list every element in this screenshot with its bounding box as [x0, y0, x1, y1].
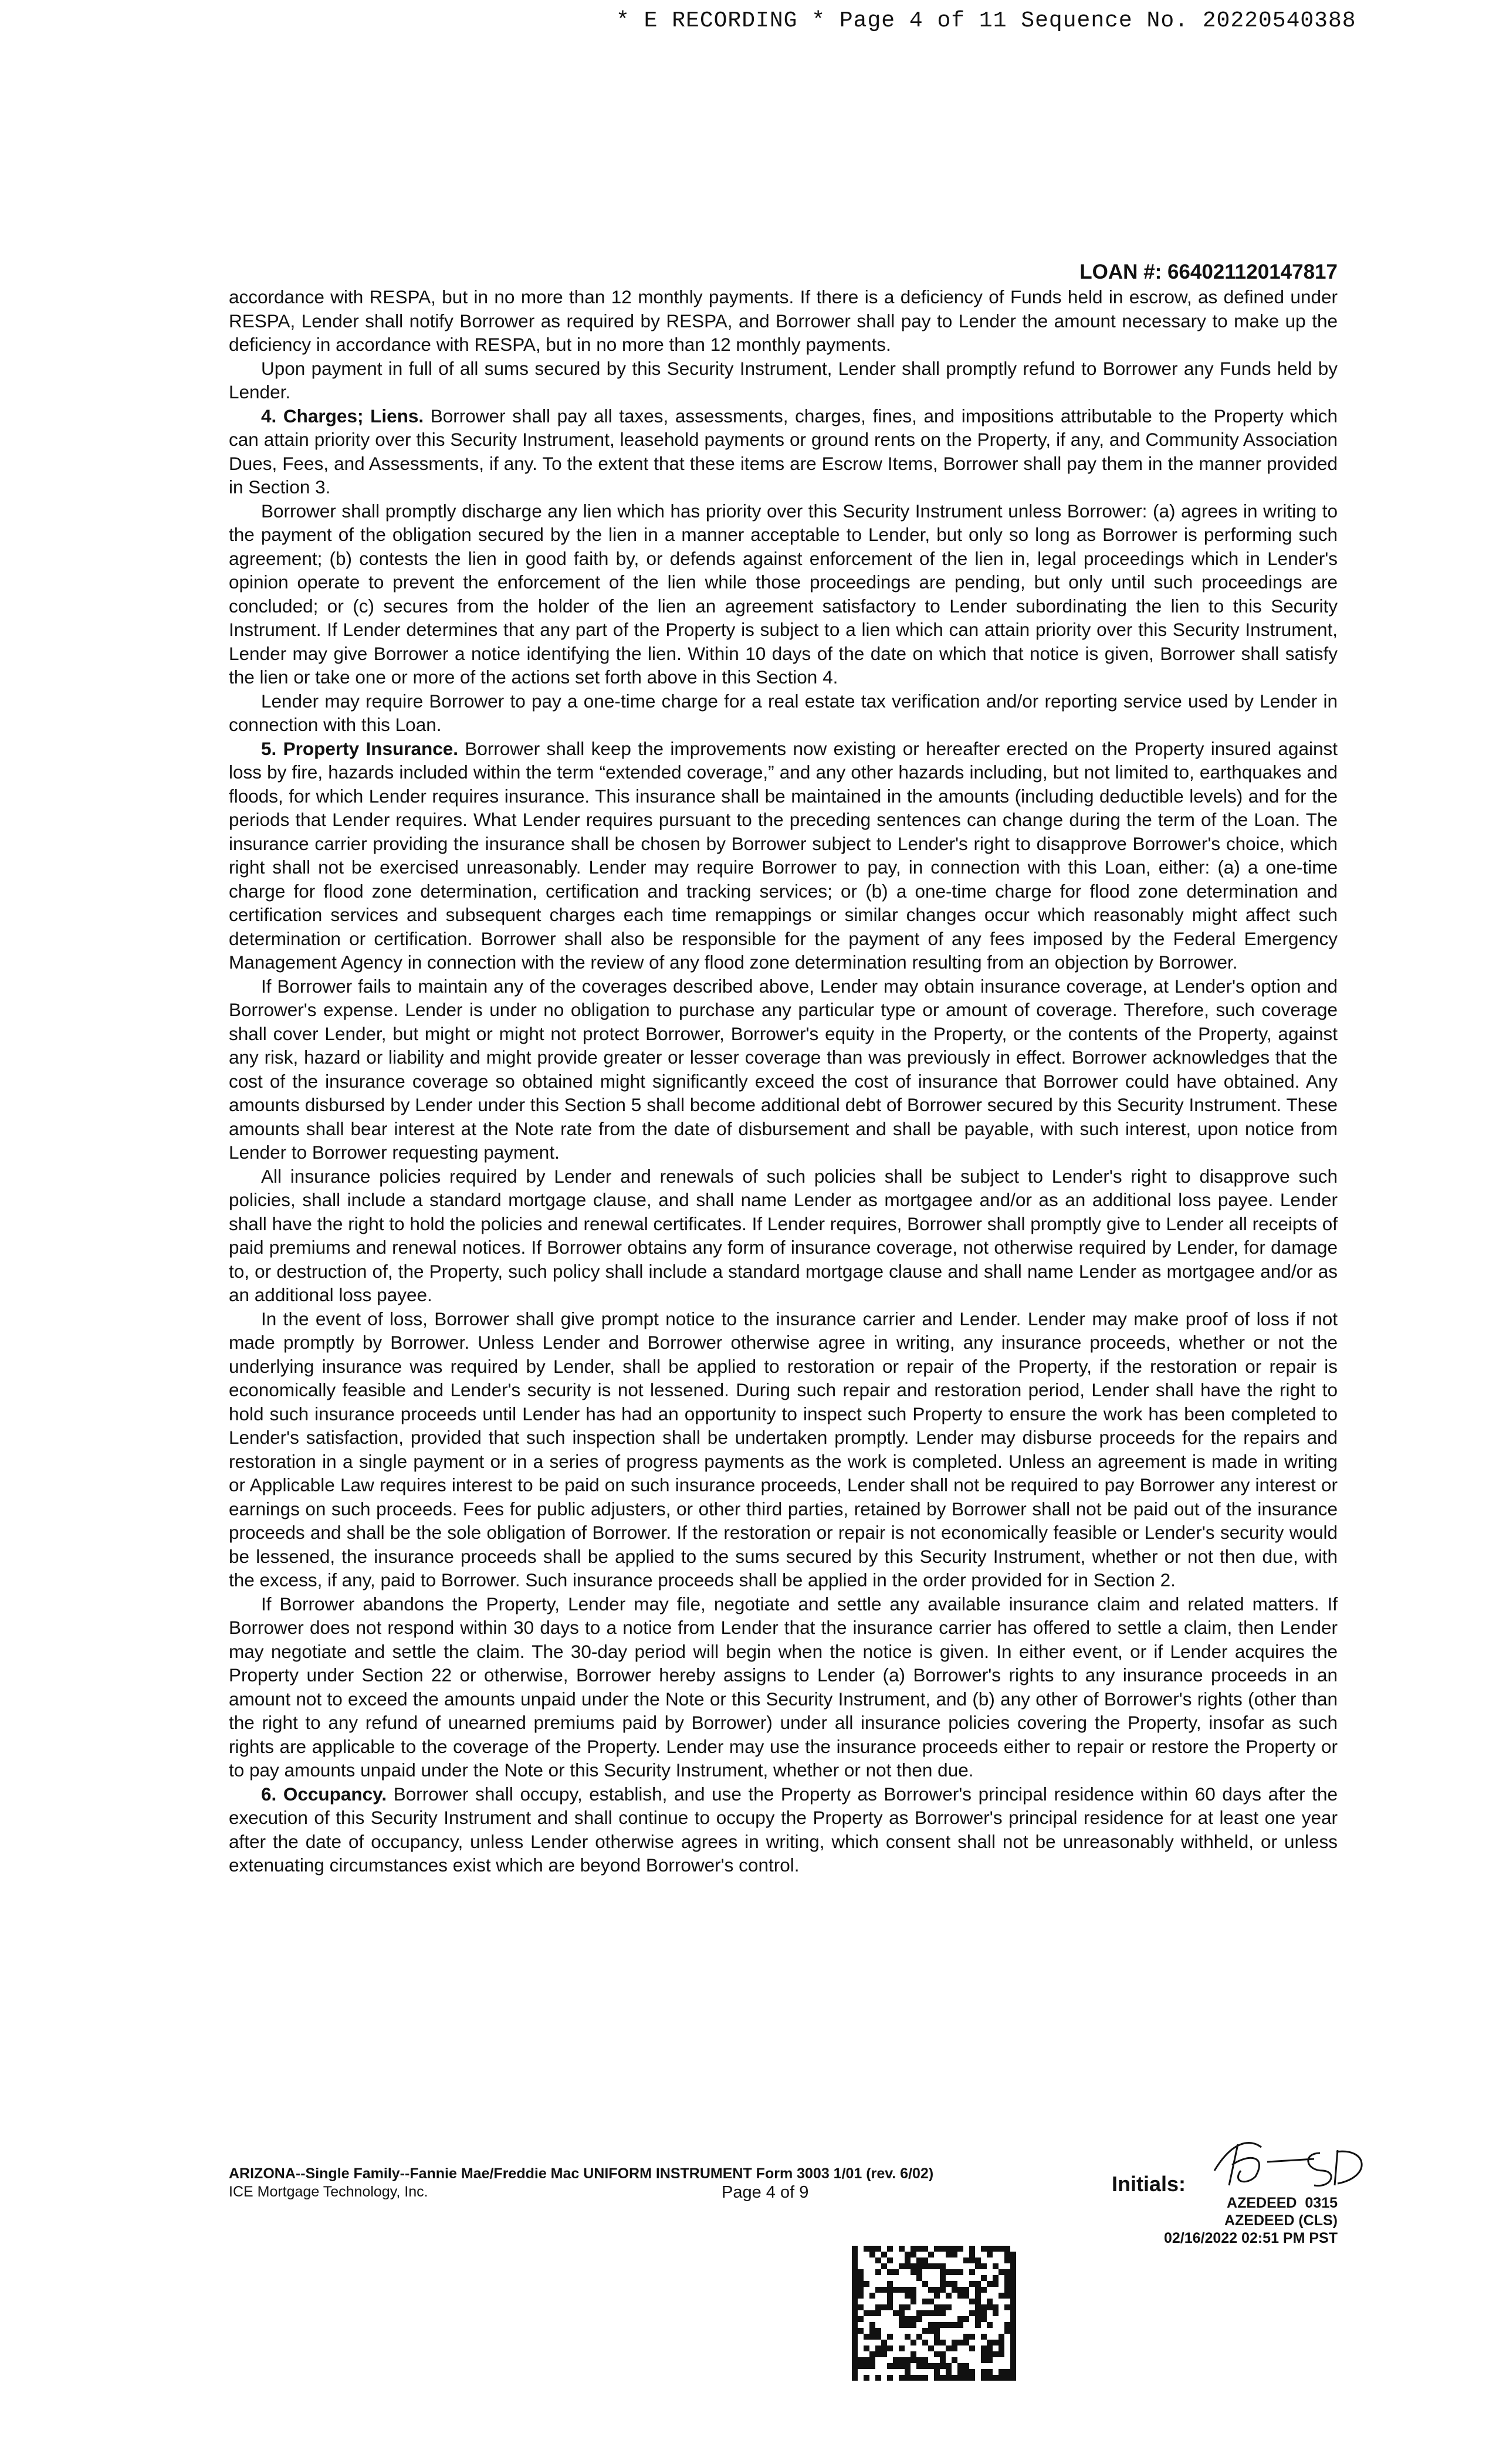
paragraph-text: Borrower shall keep the improvements now existing or hereafter erected on the Property insured against loss by fire, hazards included within the term “extended coverage,” and any other hazards including, but not limited to, earthquakes and floods, for which Lender requires insurance. This insurance shall be maintained in the amounts (including deductible levels) and for the periods that Lender requires. What Lender requires pursuant to the preceding sentences can change during the term of the Loan. The insurance carrier providing the insurance shall be chosen by Borrower subject to Lender's right to disapprove Borrower's choice, which right shall not be exercised unreasonably. Lender may require Borrower to pay, in connection with this Loan, either: (a) a one-time charge for flood zone determination, certification and tracking services; or (b) a one-time charge for flood zone determination and certification services and subsequent charges each time remappings or similar changes occur which reasonably might affect such determination or certification. Borrower shall also be responsible for the payment of any fees imposed by the Federal Emergency Management Agency in connection with the review of any flood zone determination resulting from an objection by Borrower. [229, 737, 1338, 973]
section-heading: 4. Charges; Liens. [261, 405, 424, 427]
section-4 [229, 404, 1338, 499]
paragraph: Borrower shall promptly discharge any lien which has priority over this Security Instrument unless Borrower: (a) agrees in writing to the payment of the obligation secured by the lien in a manner acceptable to Lender, but only so long as Borrower is performing such agreement; (b) contests the lien in good faith by, or defends against enforcement of the lien in, legal proceedings which in Lender's opinion operate to prevent the enforcement of the lien while those proceedings are pending, but only until such proceedings are concluded; or (c) secures from the holder of the lien an agreement satisfactory to Lender subordinating the lien to this Security Instrument. If Lender determines that any part of the Property is subject to a lien which can attain priority over this Security Instrument, Lender may give Borrower a notice identifying the lien. Within 10 days of the date on which that notice is given, Borrower shall satisfy the lien or take one or more of the actions set forth above in this Section 4. [229, 500, 1338, 688]
page-number: Page 4 of 9 [722, 2183, 809, 2202]
paragraph-text: Borrower shall pay all taxes, assessments, charges, fines, and impositions attributable to the Property which can attain priority over this Security Instrument, leasehold payments or ground rents on the Property, if any, and Community Association Dues, Fees, and Assessments, if any. To the extent that these items are Escrow Items, Borrower shall pay them in the manner provided in Section 3. [229, 405, 1338, 497]
document-codes [1091, 2194, 1338, 2247]
section-heading: 5. Property Insurance. [261, 737, 459, 759]
paragraph: Lender may require Borrower to pay a one-time charge for a real estate tax verification and/or reporting service used by Lender in connection with this Loan. [229, 690, 1338, 735]
paragraph: In the event of loss, Borrower shall give prompt notice to the insurance carrier and Lender. Lender may make proof of loss if not made promptly by Borrower. Unless Lender and Borrower otherwise agree in writing, any insurance proceeds, whether or not the underlying insurance was required by Lender, shall be applied to restoration or repair of the Property, if the restoration or repair is economically feasible and Lender's security is not lessened. During such repair and restoration period, Lender shall have the right to hold such insurance proceeds until Lender has had an opportunity to inspect such Property to ensure the work has been completed to Lender's satisfaction, provided that such inspection shall be undertaken promptly. Lender may disburse proceeds for the repairs and restoration in a single payment or in a series of progress payments as the work is completed. Unless an agreement is made in writing or Applicable Law requires interest to be paid on such insurance proceeds, Lender shall not be required to pay Borrower any interest or earnings on such proceeds. Fees for public adjusters, or other third parties, retained by Borrower shall not be paid out of the insurance proceeds and shall be the sole obligation of Borrower. If the restoration or repair is not economically feasible or Lender's security would be lessened, the insurance proceeds shall be applied to the sums secured by this Security Instrument, whether or not then due, with the excess, if any, paid to Borrower. Such insurance proceeds shall be applied in the order provided for in Section 2. [229, 1308, 1338, 1590]
paragraph: If Borrower fails to maintain any of the coverages described above, Lender may obtain insurance coverage, at Lender's option and Borrower's expense. Lender is under no obligation to purchase any particular type or amount of coverage. Therefore, such coverage shall cover Lender, but might or might not protect Borrower, Borrower's equity in the Property, or the contents of the Property, against any risk, hazard or liability and might provide greater or lesser coverage than was previously in effect. Borrower acknowledges that the cost of the insurance coverage so obtained might significantly exceed the cost of insurance that Borrower could have obtained. Any amounts disbursed by Lender under this Section 5 shall become additional debt of Borrower secured by this Security Instrument. These amounts shall bear interest at the Note rate from the date of disbursement and shall be payable, with such interest, upon notice from Lender to Borrower requesting payment. [229, 975, 1338, 1163]
paragraph: All insurance policies required by Lender and renewals of such policies shall be subject to Lender's right to disapprove such policies, shall include a standard mortgage clause, and shall name Lender as mortgagee and/or as an additional loss payee. Lender shall have the right to hold the policies and renewal certificates. If Lender requires, Borrower shall promptly give to Lender all receipts of paid premiums and renewal notices. If Borrower obtains any form of insurance coverage, not otherwise required by Lender, for damage to, or destruction of, the Property, such policy shall include a standard mortgage clause and shall name Lender as mortgagee and/or as an additional loss payee. [229, 1165, 1338, 1305]
doc-code: AZEDEED 0315 [1227, 2195, 1338, 2211]
section-5 [229, 737, 1338, 974]
document-body [229, 285, 1338, 1877]
paragraph: If Borrower abandons the Property, Lender may file, negotiate and settle any available insurance claim and related matters. If Borrower does not respond within 30 days to a notice from Lender that the insurance carrier has offered to settle a claim, then Lender may negotiate and settle the claim. The 30-day period will begin when the notice is given. In either event, or if Lender acquires the Property under Section 22 or otherwise, Borrower hereby assigns to Lender (a) Borrower's rights to any insurance proceeds in an amount not to exceed the amounts unpaid under the Note or this Security Instrument, and (b) any other of Borrower's rights (other than the right to any refund of unearned premiums paid by Borrower) under all insurance policies covering the Property, insofar as such rights are applicable to the coverage of the Property. Lender may use the insurance proceeds either to repair or restore the Property or to pay amounts unpaid under the Note or this Security Instrument, whether or not then due. [229, 1593, 1338, 1781]
paragraph: Upon payment in full of all sums secured by this Security Instrument, Lender shall promptly refund to Borrower any Funds held by Lender. [229, 357, 1338, 402]
print-timestamp: 02/16/2022 02:51 PM PST [1163, 2230, 1338, 2246]
initials-label: Initials: [1112, 2172, 1186, 2196]
doc-code: AZEDEED (CLS) [1224, 2212, 1338, 2229]
barcode-image [852, 2246, 1016, 2381]
section-6 [229, 1782, 1338, 1877]
initials-signature [1197, 2130, 1379, 2194]
company-name: ICE Mortgage Technology, Inc. [229, 2184, 428, 2200]
form-identifier: ARIZONA--Single Family--Fannie Mae/Freddie Mac UNIFORM INSTRUMENT Form 3003 1/01 (rev. 6/02) [229, 2165, 934, 2182]
loan-number: LOAN #: 664021120147817 [1079, 260, 1338, 283]
recording-stamp: * E RECORDING * Page 4 of 11 Sequence No. 20220540388 [616, 8, 1356, 33]
paragraph: accordance with RESPA, but in no more than 12 monthly payments. If there is a deficiency of Funds held in escrow, as defined under RESPA, Lender shall notify Borrower as required by RESPA, and Borrower shall pay to Lender the amount necessary to make up the deficiency in accordance with RESPA, but in no more than 12 monthly payments. [229, 286, 1338, 355]
form-footer [229, 2165, 1050, 2201]
paragraph-text: Borrower shall occupy, establish, and use the Property as Borrower's principal residence within 60 days after the execution of this Security Instrument and shall continue to occupy the Property as Borrower's principal residence for at least one year after the date of occupancy, unless Lender otherwise agrees in writing, which consent shall not be unreasonably withheld, or unless extenuating circumstances exist which are beyond Borrower's control. [229, 1783, 1338, 1876]
section-heading: 6. Occupancy. [261, 1783, 387, 1805]
